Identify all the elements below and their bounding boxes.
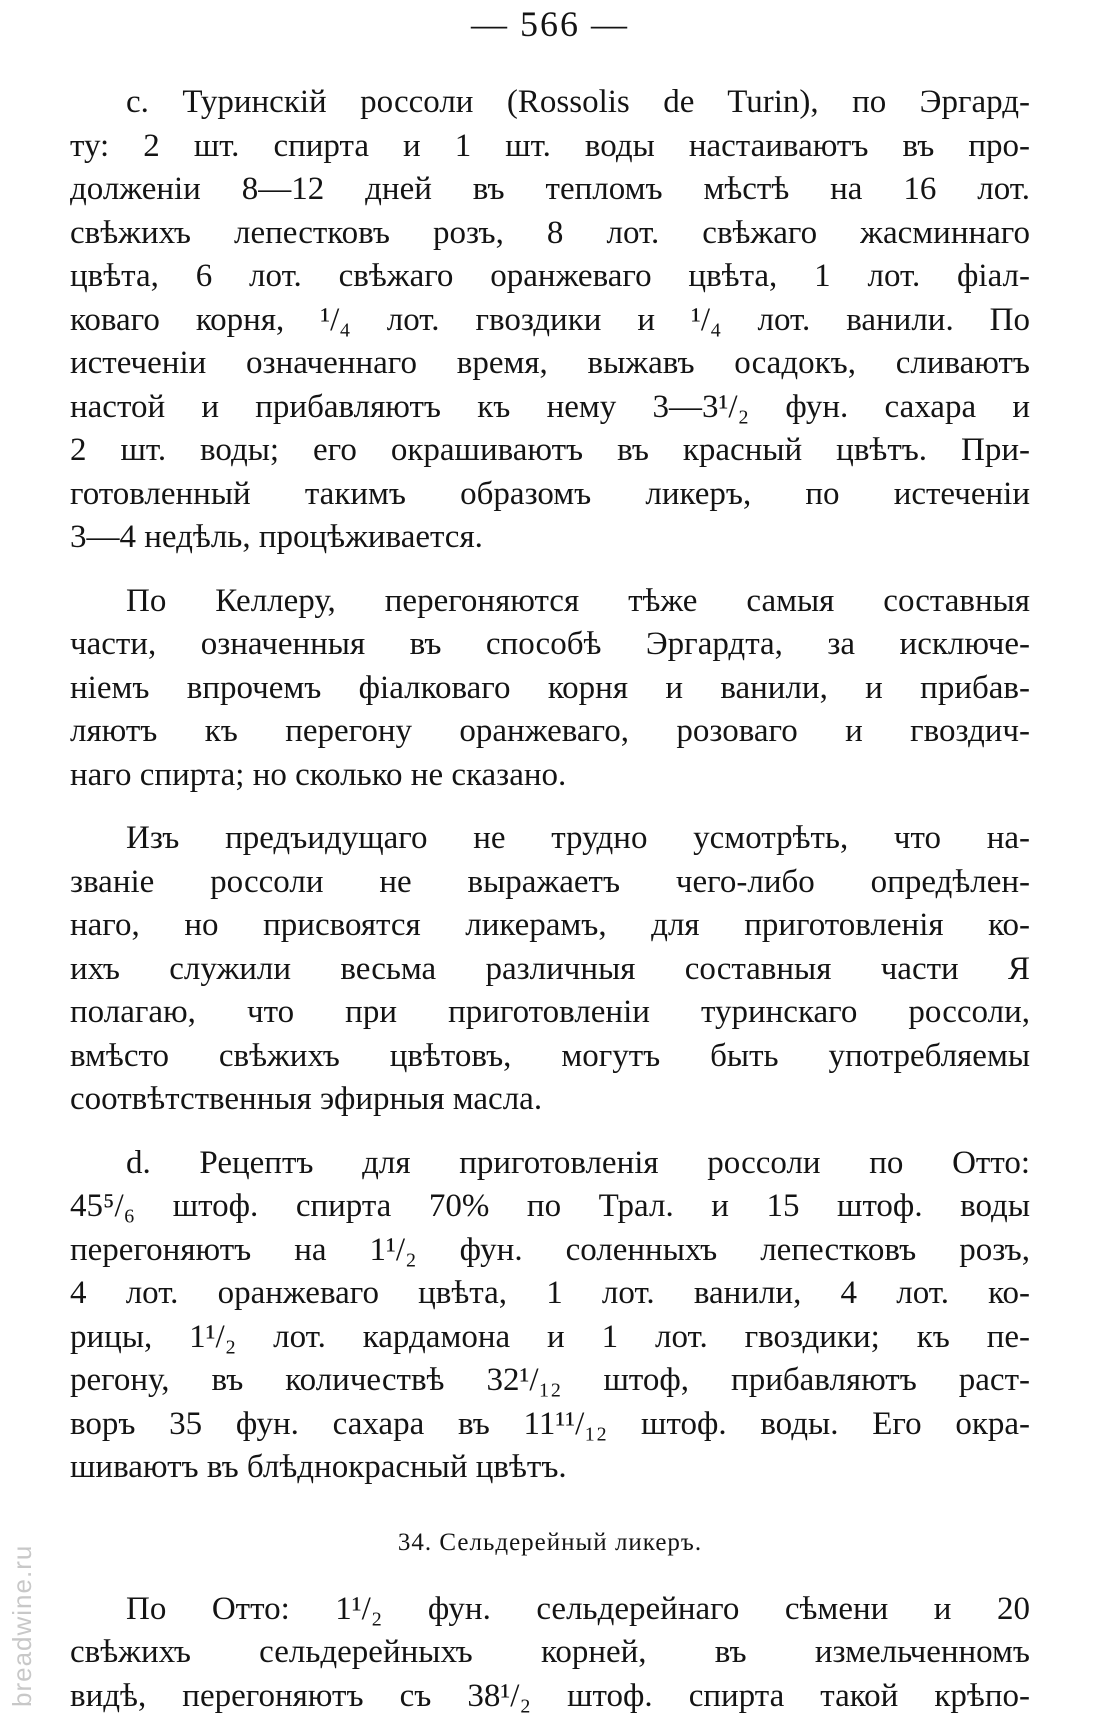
text-line: перегоняютъ на 1¹/₂ фун. соленныхъ лепестковъ розъ, xyxy=(70,1231,1030,1268)
text-line: 4 лот. оранжеваго цвѣта, 1 лот. ванили, 4 лот. ко- xyxy=(70,1275,1030,1311)
text-line: 45⁵/₆ штоф. спирта 70% по Трал. и 15 штоф. воды xyxy=(70,1188,1030,1224)
text-line: цвѣта, 6 лот. свѣжаго оранжеваго цвѣта, 1 лот. фіал- xyxy=(70,258,1030,294)
text-line: соотвѣтственныя эфирныя масла. xyxy=(70,1081,543,1117)
text-line: части, означенныя въ способѣ Эргардта, за исключе- xyxy=(70,626,1030,662)
text-line: коваго корня, ¹/₄ лот. гвоздики и ¹/₄ лот. ванили. По xyxy=(70,301,1030,338)
text-line: шиваютъ въ блѣднокрасный цвѣтъ. xyxy=(70,1449,567,1485)
text-line: d. Рецептъ для приготовленія россоли по Отто: xyxy=(126,1144,1030,1181)
text-line: свѣжихъ лепестковъ розъ, 8 лот. свѣжаго жасминнаго xyxy=(70,214,1030,251)
text-line: званіе россоли не выражаетъ чего-либо опредѣлен- xyxy=(70,863,1030,900)
watermark xyxy=(8,1347,48,1707)
paragraph-celery-liqueur xyxy=(70,1588,1030,1719)
page-number: — 566 — xyxy=(471,4,629,44)
text-line: истеченіи означеннаго время, выжавъ осадокъ, сливаютъ xyxy=(70,345,1030,381)
text-line: По Келлеру, перегоняются тѣже самыя составныя xyxy=(126,582,1030,619)
section-heading: 34. Сельдерейный ликеръ. xyxy=(397,1528,703,1556)
paragraph-conclusion xyxy=(70,817,1030,1122)
paragraph-turin-rossoli xyxy=(70,81,1030,560)
text-line: наго, но присвоятся ликерамъ, для приготовленія ко- xyxy=(70,907,1030,943)
text-line: Изъ предъидущаго не трудно усмотрѣть, что на- xyxy=(126,820,1030,856)
text-line: рицы, 1¹/₂ лот. кардамона и 1 лот. гвоздики; къ пе- xyxy=(70,1318,1030,1355)
text-line: наго спирта; но сколько не сказано. xyxy=(70,756,567,793)
book-page xyxy=(70,0,1030,1727)
text-line: видѣ, перегоняютъ съ 38¹/₂ штоф. спирта такой крѣпо- xyxy=(70,1677,1030,1714)
text-line: воръ 35 фун. сахара въ 11¹¹/₁₂ штоф. воды. Его окра- xyxy=(70,1405,1030,1442)
text-line: настой и прибавляютъ къ нему 3—3¹/₂ фун. сахара и xyxy=(70,388,1030,425)
text-line: полагаю, что при приготовленіи туринскаго россоли, xyxy=(70,994,1030,1030)
text-line: ихъ служили весьма различныя составныя части Я xyxy=(70,950,1030,987)
paragraph-otto-recipe xyxy=(70,1142,1030,1490)
text-line: долженіи 8—12 дней въ тепломъ мѣстѣ на 16 лот. xyxy=(70,171,1030,207)
text-line: свѣжихъ сельдерейныхъ корней, въ измельченномъ xyxy=(70,1634,1030,1670)
text-line: 2 шт. воды; его окрашиваютъ въ красный цвѣтъ. При- xyxy=(70,432,1030,468)
text-line: готовленный такимъ образомъ ликеръ, по истеченіи xyxy=(70,475,1030,512)
text-line: 3—4 недѣль, процѣживается. xyxy=(70,519,483,555)
text-line: По Отто: 1¹/₂ фун. сельдерейнаго сѣмени и 20 xyxy=(126,1590,1030,1627)
text-line: регону, въ количествѣ 32¹/₁₂ штоф, прибавляютъ раст- xyxy=(70,1362,1030,1398)
text-line: ту: 2 шт. спирта и 1 шт. воды настаиваютъ въ про- xyxy=(70,127,1030,164)
text-line: ляютъ къ перегону оранжеваго, розоваго и гвоздич- xyxy=(70,713,1030,749)
watermark-text: breadwine.ru xyxy=(7,1544,37,1707)
paragraph-keller xyxy=(70,580,1030,798)
text-line: с. Туринскій россоли (Rossolis de Turin), по Эргард- xyxy=(126,84,1030,120)
text-line: ніемъ впрочемъ фіалковаго корня и ванили, и прибав- xyxy=(70,669,1030,706)
text-line: вмѣсто свѣжихъ цвѣтовъ, могутъ быть употребляемы xyxy=(70,1037,1030,1074)
